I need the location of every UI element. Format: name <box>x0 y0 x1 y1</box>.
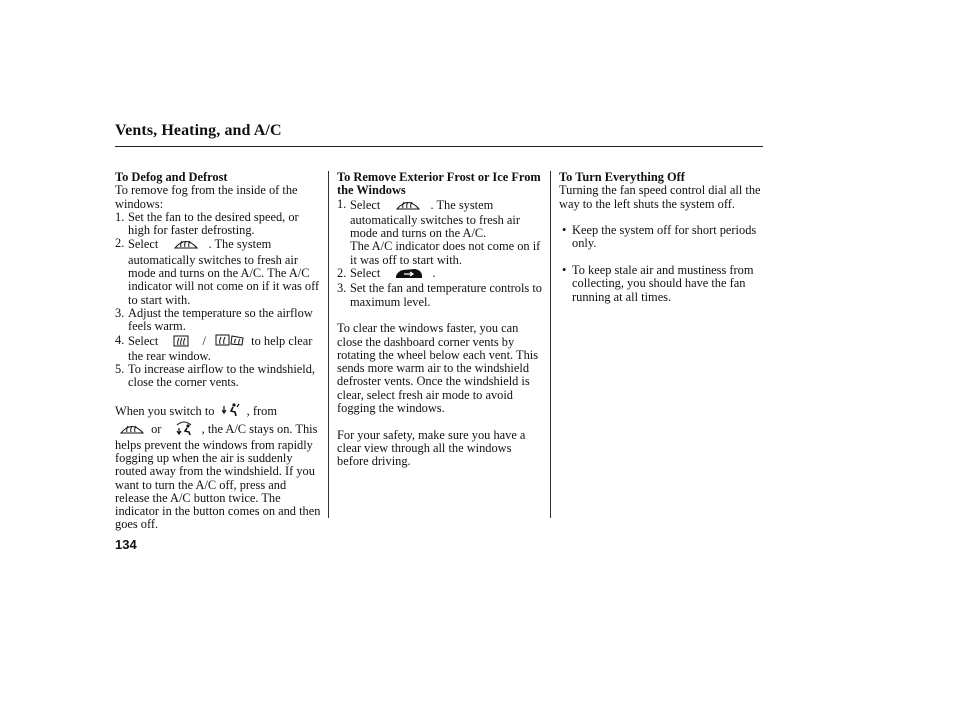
column-off <box>559 171 763 304</box>
defog-step-3: 3. Adjust the temperature so the airflow feels warm. <box>115 305 313 334</box>
frost-step-3: 3. Set the fan and temperature controls to maximum level. <box>337 281 542 309</box>
frost-para-1: To clear the windows faster, you can close the dashboard corner vents by rotating the wheel below each vent. This sends more warm air to the windshield defroster vents. Once the windshield is clear, select fresh air mode to avoid fogging the windows. <box>337 321 539 416</box>
page-number: 134 <box>115 537 137 552</box>
defog-note: When you switch to , from or , the A/C stays on. This helps prevent the windows from rapidly fogging up when the air is suddenly routed away from the windshield. If you want to turn the A/C off, press and release the A/C button twice. The indicator in the button comes on and then goes off. <box>115 404 321 532</box>
frost-para-2: For your safety, make sure you have a clear view through all the windows before driving. <box>337 427 526 469</box>
off-bullet-2: • To keep stale air and mustiness from collecting, you should have the fan running at all times. <box>562 263 754 304</box>
off-intro: Turning the fan speed control dial all the way to the left shuts the system off. <box>559 183 761 211</box>
frost-step-2: 2. Select . <box>337 267 543 282</box>
defog-step-5: 5. To increase airflow to the windshield, close the corner vents. <box>115 362 316 390</box>
defog-step-4: 4. Select / to help clear the rear window. <box>115 332 313 363</box>
section-heading-frost: To Remove Exterior Frost or Ice From the Windows <box>337 170 541 198</box>
page-title: Vents, Heating, and A/C <box>115 122 282 139</box>
defog-step-1: 1. Set the fan to the desired speed, or high for faster defrosting. <box>115 209 299 238</box>
section-heading-off: To Turn Everything Off <box>559 170 685 184</box>
column-divider <box>328 171 329 518</box>
floor-defrost-icon <box>222 403 240 420</box>
frost-step-1: 1. Select . The system automatically switches to fresh air mode and turns on the A/C. The A/C indicator does not come on if it was off to start with. <box>337 196 541 267</box>
defog-step-2: 2. Select . The system automatically switches to fresh air mode and turns on the A/C. The A/C indicator will not come on if it was off to start with. <box>115 236 320 307</box>
off-bullet-1: • Keep the system off for short periods only. <box>562 223 757 251</box>
front-defrost-icon <box>119 422 145 438</box>
defog-intro: To remove fog from the inside of the windows: <box>115 183 298 211</box>
section-heading-defog: To Defog and Defrost <box>115 170 228 184</box>
column-divider <box>550 171 551 518</box>
rear-defrost-icon <box>173 335 189 350</box>
column-frost <box>337 171 543 469</box>
front-defrost-icon <box>173 237 199 253</box>
fresh-air-icon <box>395 267 423 282</box>
column-defog <box>115 171 321 532</box>
title-rule <box>115 146 763 147</box>
floor-defrost-icon <box>175 420 195 438</box>
mirror-defrost-icon <box>215 334 245 350</box>
front-defrost-icon <box>395 198 421 214</box>
